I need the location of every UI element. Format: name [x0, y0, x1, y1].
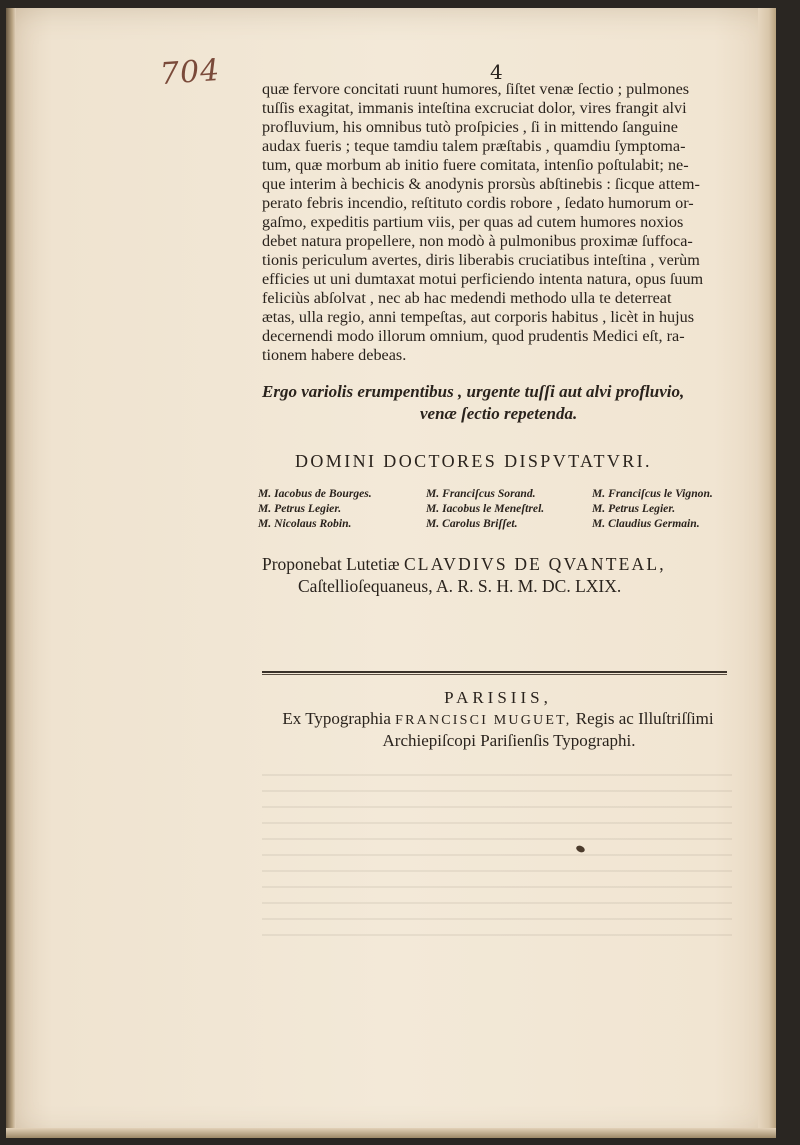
proponebat-block	[262, 553, 732, 597]
doctor-name: M. Claudius Germain.	[592, 517, 700, 530]
paragraph-line: ætas, ulla regio, anni tempeſtas, aut corporis habitus , licèt in hujus	[262, 308, 695, 326]
paragraph-line: decernendi modo illorum omnium, quod prudentis Medici eſt, ra-	[262, 327, 685, 345]
paragraph-line: audax fueris ; teque tamdiu talem præſtabis , quamdiu ſymptoma-	[262, 137, 686, 155]
body-text	[262, 80, 734, 365]
imprint-line-3: Archiepiſcopi Pariſienſis Typographi.	[382, 731, 636, 750]
page-number: 4	[490, 60, 503, 84]
doctor-name: M. Franciſcus Sorand.	[426, 487, 536, 500]
page-edge-right	[758, 8, 776, 1138]
imprint-suffix: Regis ac Illuſtriſſimi	[575, 709, 714, 728]
doctor-name: M. Carolus Briſſet.	[426, 517, 518, 530]
paragraph-line: perato febris incendio, reſtituto cordis robore , ſedato humorum or-	[262, 194, 694, 212]
paragraph-line: gaſmo, expeditis partium viis, per quas ad cutem humores noxios	[262, 213, 684, 231]
thesis-line-1: Ergo variolis erumpentibus , urgente tuſſi aut alvi profluvio,	[262, 382, 685, 401]
divider-rule	[262, 671, 727, 673]
page-edge-bottom	[6, 1128, 776, 1138]
doctor-name: M. Franciſcus le Vignon.	[592, 487, 713, 500]
divider-rule-thin	[262, 674, 727, 675]
main-paragraph	[262, 80, 734, 365]
doctor-name: M. Iacobus de Bourges.	[258, 487, 372, 500]
paragraph-line: debet natura propellere, non modò à pulmonibus proximæ ſuffoca-	[262, 232, 693, 250]
doctor-name: M. Petrus Legier.	[592, 502, 676, 515]
imprint-city: PARISIIS,	[444, 688, 552, 707]
respondent-name: CLAVDIVS DE QVANTEAL,	[403, 554, 666, 574]
paragraph-line: tionis periculum avertes, diris liberabis cruciatibus inteſtina , verùm	[262, 251, 700, 269]
thesis-line-2: venæ ſectio repetenda.	[420, 404, 578, 423]
doctors-list	[258, 486, 738, 531]
page-gutter-shadow	[6, 8, 16, 1138]
paragraph-line: profluvium, his omnibus tutò proſpicies , ſi in mittendo ſanguine	[262, 118, 678, 136]
doctor-name: M. Nicolaus Robin.	[258, 517, 352, 530]
doctor-name: M. Petrus Legier.	[258, 502, 342, 515]
printer-name: FRANCISCI MUGUET,	[395, 713, 572, 728]
thesis-conclusion	[262, 381, 734, 425]
proponebat-line-1	[262, 553, 732, 575]
imprint-line-2	[262, 709, 734, 731]
proponebat-line-2: Caſtellioſequaneus, A. R. S. H. M. DC. LXIX.	[298, 576, 622, 596]
manuscript-page-note: 704	[158, 52, 222, 93]
paragraph-line: quæ fervore concitati ruunt humores, ſiſtet venæ ſectio ; pulmones	[262, 80, 690, 98]
doctor-name: M. Iacobus le Meneſtrel.	[426, 502, 545, 515]
paragraph-line: efficies ut uni dumtaxat motui perficiendo intenta natura, opus ſuum	[262, 270, 704, 288]
paragraph-line: tionem habere debeas.	[262, 346, 407, 364]
paragraph-line: feliciùs abſolvat , nec ab hac medendi methodo ulla te deterreat	[262, 289, 672, 307]
paragraph-line: tum, quæ morbum ab initio fuere comitata, intenſio poſtulabit; ne-	[262, 156, 689, 174]
proponebat-prefix: Proponebat Lutetiæ	[262, 554, 400, 574]
doctors-heading: DOMINI DOCTORES DISPVTATVRI.	[295, 451, 652, 471]
imprint-prefix: Ex Typographia	[282, 709, 391, 728]
paragraph-line: que interim à bechicis & anodynis prorsùs abſtinebis : ſicque attem-	[262, 175, 700, 193]
paragraph-line: tuſſis exagitat, immanis inteſtina excruciat dolor, vires frangit alvi	[262, 99, 687, 117]
imprint	[262, 688, 734, 751]
